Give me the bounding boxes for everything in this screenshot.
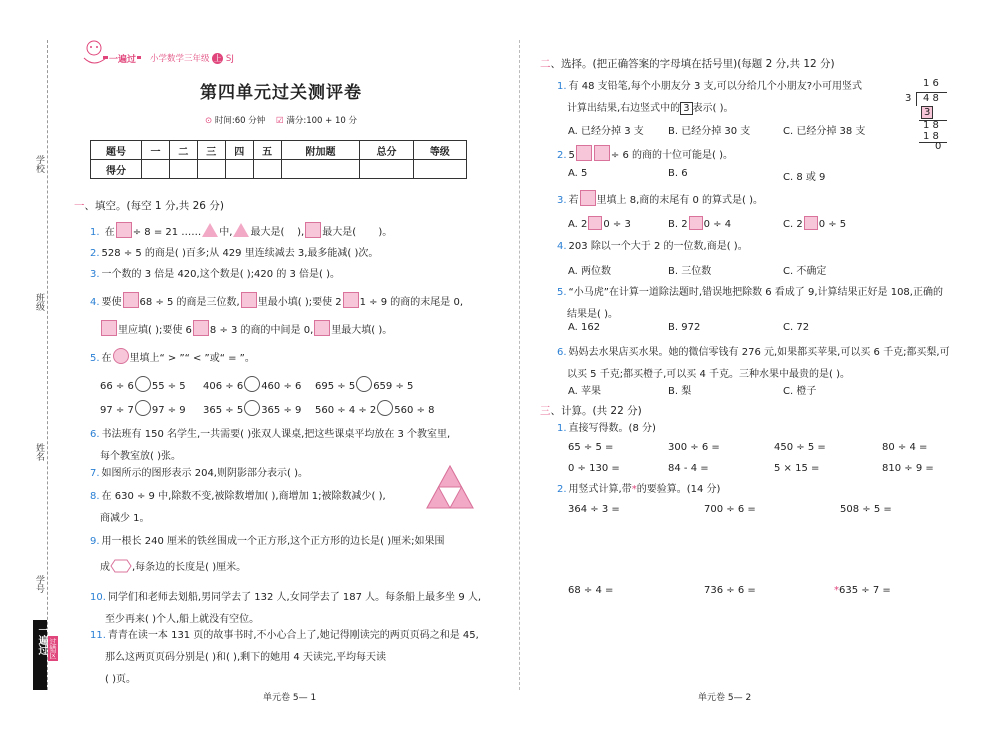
option-2-3-c[interactable] — [783, 216, 846, 230]
question-text: ( )页。 — [105, 674, 136, 685]
question-text: 若 — [568, 195, 579, 206]
question-text: 那么这两页页码分别是( )和( ),剩下的她用 4 天读完,平均每天读 — [105, 652, 387, 663]
blank-square[interactable] — [305, 222, 321, 238]
blank-triangle[interactable] — [202, 223, 218, 237]
compare-expr: 97 ÷ 7 — [100, 405, 134, 416]
section-2-heading — [540, 56, 835, 71]
question-text: 如图所示的图形表示 204,则阴影部分表示( )。 — [101, 468, 308, 479]
mental-math-item[interactable]: 65 ÷ 5 = — [568, 442, 614, 453]
option-2-3-a[interactable] — [568, 216, 631, 230]
blank-square[interactable] — [241, 292, 257, 308]
question-number: 7. — [90, 468, 100, 479]
blank-circle — [113, 348, 129, 364]
score-input-cell[interactable] — [360, 160, 413, 179]
grade-badge: 上 — [213, 54, 222, 63]
exam-time: 时间:60 分钟 — [214, 116, 266, 126]
division-line-2 — [919, 142, 947, 143]
question-text: 商减少 1。 — [100, 513, 150, 524]
compare-expr: 97 ÷ 9 — [151, 405, 186, 416]
mental-math-item[interactable]: 810 ÷ 9 = — [882, 463, 934, 474]
compare-circle[interactable] — [135, 376, 151, 392]
option-2-2-b[interactable]: B. 6 — [668, 168, 688, 179]
question-text: 在 — [101, 353, 112, 364]
question-2-1 — [557, 76, 862, 120]
mental-math-item[interactable]: 84 - 4 = — [668, 463, 709, 474]
option-2-2-a[interactable]: A. 5 — [568, 168, 588, 179]
question-text: 要使 — [101, 297, 122, 308]
question-text: 书法班有 150 名学生,一共需要( )张双人课桌,把这些课桌平均放在 3 个教室里, — [101, 429, 451, 440]
score-input-cell[interactable] — [253, 160, 281, 179]
question-number: 3. — [90, 269, 100, 280]
section-2-title: 、选择。(把正确答案的字母填在括号里)(每题 2 分,共 12 分) — [550, 58, 835, 70]
question-text: 5 — [568, 150, 575, 161]
section-3-number: 三 — [540, 405, 551, 417]
question-text: 以买 5 千克;都买橙子,可以买 4 千克。三种水果中最贵的是( )。 — [567, 369, 850, 380]
compare-circle[interactable] — [244, 376, 260, 392]
question-number: 1. — [557, 423, 567, 434]
question-text: 计算出结果,右边竖式中的 — [567, 103, 681, 114]
question-number: 1. — [557, 81, 567, 92]
division-step-2b: 1 8 — [923, 131, 939, 142]
written-calc-item[interactable]: 68 ÷ 4 = — [568, 585, 614, 596]
option-text: 0 ÷ 5 — [818, 219, 847, 230]
compare-expr: 66 ÷ 6 — [100, 381, 134, 392]
compare-expr: 365 ÷ 5 — [203, 405, 244, 416]
side-badge: 过错区 — [49, 638, 57, 659]
question-text: 结果是( )。 — [567, 309, 618, 320]
question-1-3 — [90, 268, 340, 282]
question-1-4-line2 — [100, 320, 392, 338]
mental-math-item[interactable]: 450 ÷ 5 = — [774, 442, 826, 453]
star-icon: * — [834, 585, 839, 596]
part-3-1 — [557, 422, 656, 436]
question-text: 直接写得数。(8 分) — [568, 423, 656, 434]
division-bracket-side — [916, 92, 917, 106]
student-id-label: 学号 — [34, 575, 44, 593]
star-icon: * — [631, 484, 637, 495]
question-2-6 — [557, 342, 950, 386]
option-2-5-a[interactable]: A. 162 — [568, 322, 601, 333]
question-1-9 — [90, 529, 445, 581]
table-cell: 二 — [169, 141, 197, 160]
question-number: 6. — [90, 429, 100, 440]
question-text: ÷ 8 = 21 …… — [132, 227, 202, 238]
header-brand: 一遍过 — [108, 52, 137, 65]
boxed-digit: 3 — [680, 102, 692, 115]
question-text: 68 ÷ 5 的商是三位数, — [139, 297, 240, 308]
header-subtitle — [150, 52, 234, 64]
score-table-score-row — [91, 160, 467, 179]
long-division-figure — [905, 78, 955, 150]
compare-expr: 55 ÷ 5 — [151, 381, 186, 392]
division-quotient: 1 6 — [923, 78, 939, 89]
compare-circle[interactable] — [135, 400, 151, 416]
option-2-2-c[interactable]: C. 8 或 9 — [783, 172, 826, 183]
compare-circle[interactable] — [377, 400, 393, 416]
score-input-cell[interactable] — [413, 160, 466, 179]
question-text: 的要验算。(14 分) — [636, 484, 721, 495]
blank-square[interactable] — [116, 222, 132, 238]
calc-text: 635 ÷ 7 = — [839, 585, 891, 596]
question-number: 9. — [90, 536, 100, 547]
blank-square[interactable] — [123, 292, 139, 308]
question-text: 528 ÷ 5 的商是( )百多;从 429 里连续减去 3,最多能减( )次。 — [101, 248, 379, 259]
blank-square — [689, 216, 703, 230]
question-text: 用一根长 240 厘米的铁丝围成一个正方形,这个正方形的边长是( )厘米;如果围 — [101, 536, 445, 547]
question-number: 2. — [90, 248, 100, 259]
blank-square[interactable] — [576, 145, 592, 161]
blank-square[interactable] — [314, 320, 330, 336]
question-text: 妈妈去水果店买水果。她的微信零钱有 276 元,如果都买苹果,可以买 6 千克;都买梨,可 — [568, 347, 950, 358]
compare-expr: 560 ÷ 8 — [394, 405, 435, 416]
compare-expr: 406 ÷ 6 — [203, 381, 244, 392]
option-text: 0 ÷ 3 — [603, 219, 631, 230]
option-2-6-a[interactable]: A. 苹果 — [568, 386, 602, 397]
compare-circle[interactable] — [244, 400, 260, 416]
table-cell: 等级 — [413, 141, 466, 160]
option-text: A. 2 — [568, 219, 588, 230]
blank-square[interactable] — [343, 292, 359, 308]
option-2-5-c[interactable]: C. 72 — [783, 322, 810, 333]
score-input-cell[interactable] — [197, 160, 225, 179]
written-calc-item[interactable]: 700 ÷ 6 = — [704, 504, 756, 515]
question-number: 2. — [557, 484, 567, 495]
question-text: 一个数的 3 倍是 420,这个数是( );420 的 3 倍是( )。 — [101, 269, 341, 280]
blank-square[interactable] — [193, 320, 209, 336]
question-number: 11. — [90, 630, 106, 641]
mental-math-item[interactable]: 5 × 15 = — [774, 463, 820, 474]
table-cell: 总分 — [360, 141, 413, 160]
name-label: 姓名 — [34, 443, 44, 461]
written-calc-item-verify[interactable] — [834, 585, 891, 596]
table-cell: 三 — [197, 141, 225, 160]
page-footer-left: 单元卷 5— 1 — [263, 693, 317, 703]
question-text: ,每条边的长度是( )厘米。 — [132, 562, 247, 573]
question-text: ), — [297, 227, 305, 238]
blank-square — [588, 216, 602, 230]
question-text: 里填上“ > ”“ < ”或“ = ”。 — [129, 353, 255, 364]
question-text: “小马虎”在计算一道除法题时,错误地把除数 6 看成了 9,计算结果正好是 108,正确的 — [568, 287, 943, 298]
question-1-8 — [90, 486, 386, 530]
hexagon-icon — [110, 559, 132, 573]
mental-math-item[interactable]: 0 ÷ 130 = — [568, 463, 620, 474]
division-divisor: 3 — [905, 93, 912, 104]
division-dividend: 4 8 — [923, 93, 939, 104]
option-text: C. 2 — [783, 219, 803, 230]
compare-expr: 365 ÷ 9 — [261, 405, 302, 416]
question-text: 每个教室放( )张。 — [100, 451, 181, 462]
question-2-5 — [557, 282, 943, 326]
question-text: 里最大填( )。 — [331, 325, 393, 336]
exam-meta — [205, 114, 357, 126]
question-number: 2. — [557, 150, 567, 161]
compare-expr: 659 ÷ 5 — [373, 381, 414, 392]
question-number: 5. — [90, 353, 100, 364]
score-input-cell[interactable] — [169, 160, 197, 179]
blank-square — [804, 216, 818, 230]
question-text: ÷ 6 的商的十位可能是( )。 — [610, 150, 734, 161]
question-1-11 — [90, 625, 479, 691]
clock-icon: ⊙ — [205, 116, 213, 126]
edition: SJ — [225, 54, 234, 64]
score-input-cell[interactable] — [142, 160, 170, 179]
question-text: 里应填( );要使 6 — [118, 325, 192, 336]
question-text: 最大是( — [250, 227, 285, 238]
question-text: 用竖式计算,带 — [568, 484, 632, 495]
question-text: 8 ÷ 3 的商的中间是 0, — [209, 325, 314, 336]
header-subject: 小学数学三年级 — [150, 54, 210, 64]
option-2-1-c[interactable]: C. 已经分掉 38 支 — [783, 126, 866, 137]
section-1-number: 一 — [74, 200, 85, 212]
option-text: B. 2 — [668, 219, 688, 230]
division-step-2a: 1 8 — [923, 120, 939, 131]
compare-expr: 695 ÷ 5 — [315, 381, 356, 392]
question-text: 1 ÷ 9 的商的末尾是 0, — [359, 297, 463, 308]
question-text: 中, — [219, 227, 233, 238]
question-1-5 — [90, 348, 255, 366]
section-2-number: 二 — [540, 58, 551, 70]
question-number: 8. — [90, 491, 100, 502]
option-2-6-b[interactable]: B. 梨 — [668, 386, 692, 397]
division-step-1: 3 — [921, 106, 933, 119]
binding-line — [47, 40, 48, 690]
option-2-5-b[interactable]: B. 972 — [668, 322, 701, 333]
checkbox-icon: ☑ — [276, 116, 284, 126]
blank-square[interactable] — [580, 190, 596, 206]
question-text: 同学们和老师去划船,男同学去了 132 人,女同学去了 187 人。每条船上最多坐 9 人, — [107, 592, 482, 603]
question-2-3 — [557, 190, 763, 208]
question-number: 6. — [557, 347, 567, 358]
side-brand-text: 一遍过 — [36, 625, 47, 655]
blank-triangle[interactable] — [233, 223, 249, 237]
question-1-6 — [90, 424, 450, 468]
question-text: 表示( )。 — [692, 103, 734, 114]
part-3-2 — [557, 483, 720, 497]
question-2-2 — [557, 145, 733, 163]
mental-math-item[interactable]: 300 ÷ 6 = — [668, 442, 720, 453]
score-input-cell[interactable] — [225, 160, 253, 179]
question-1-4-line1 — [90, 292, 463, 310]
question-text: 青青在读一本 131 页的故事书时,不小心合上了,她记得刚读完的两页页码之和是 45, — [107, 630, 479, 641]
option-2-6-c[interactable]: C. 橙子 — [783, 386, 817, 397]
blank-square[interactable] — [101, 320, 117, 336]
section-1-heading — [74, 198, 224, 213]
option-2-1-a[interactable]: A. 已经分掉 3 支 — [568, 126, 644, 137]
question-text: 有 48 支铅笔,每个小朋友分 3 支,可以分给几个小朋友?小可用竖式 — [568, 81, 863, 92]
option-2-3-b[interactable] — [668, 216, 731, 230]
question-text: 203 除以一个大于 2 的一位数,商是( )。 — [568, 241, 748, 252]
question-text: 在 630 ÷ 9 中,除数不变,被除数增加( ),商增加 1;被除数减少( ), — [101, 491, 386, 502]
question-number: 3. — [557, 195, 567, 206]
question-number: 4. — [557, 241, 567, 252]
score-input-cell[interactable] — [281, 160, 360, 179]
question-1-2 — [90, 247, 378, 261]
option-2-4-a[interactable]: A. 两位数 — [568, 266, 612, 277]
school-label: 学校 — [34, 155, 44, 173]
triangle-figure — [425, 464, 475, 510]
compare-expr: 560 ÷ 4 ÷ 2 — [315, 405, 377, 416]
question-number: 1. — [90, 227, 100, 238]
table-cell: 四 — [225, 141, 253, 160]
score-table — [90, 140, 467, 179]
page-title: 第四单元过关测评卷 — [200, 83, 362, 103]
option-2-1-b[interactable]: B. 已经分掉 30 支 — [668, 126, 751, 137]
question-1-7 — [90, 467, 308, 481]
written-calc-item[interactable]: 508 ÷ 5 = — [840, 504, 892, 515]
division-remainder: 0 — [935, 141, 942, 152]
question-number: 4. — [90, 297, 100, 308]
written-calc-item[interactable]: 736 ÷ 6 = — [704, 585, 756, 596]
section-3-heading — [540, 403, 642, 418]
question-text: 最大是( — [322, 227, 357, 238]
option-text: 0 ÷ 4 — [703, 219, 732, 230]
question-number: 10. — [90, 592, 106, 603]
question-text: 里填上 8,商的末尾有 0 的算式是( )。 — [596, 195, 763, 206]
table-cell: 题号 — [91, 141, 142, 160]
class-label: 班级 — [34, 293, 44, 311]
mental-math-item[interactable]: 80 ÷ 4 = — [882, 442, 928, 453]
question-text: 里最小填( );要使 2 — [257, 297, 342, 308]
section-1-title: 、填空。(每空 1 分,共 26 分) — [84, 200, 224, 212]
question-1-1 — [90, 222, 392, 240]
question-text: 至少再来( )个人,船上就没有空位。 — [105, 614, 260, 625]
table-cell: 一 — [142, 141, 170, 160]
table-cell: 五 — [253, 141, 281, 160]
option-2-4-c[interactable]: C. 不确定 — [783, 266, 827, 277]
question-text: )。 — [378, 227, 393, 238]
page-divider — [519, 40, 520, 690]
score-table-header-row — [91, 141, 467, 160]
section-3-title: 、计算。(共 22 分) — [550, 405, 642, 417]
page-footer-right: 单元卷 5— 2 — [698, 693, 752, 703]
compare-expr: 460 ÷ 6 — [261, 381, 302, 392]
question-text: 成 — [100, 562, 110, 573]
table-cell: 附加题 — [281, 141, 360, 160]
exam-total-score: 满分:100 + 10 分 — [286, 116, 357, 126]
written-calc-item[interactable]: 364 ÷ 3 = — [568, 504, 620, 515]
table-cell: 得分 — [91, 160, 142, 179]
blank-square[interactable] — [594, 145, 610, 161]
question-2-4 — [557, 240, 748, 254]
option-2-4-b[interactable]: B. 三位数 — [668, 266, 712, 277]
compare-circle[interactable] — [356, 376, 372, 392]
question-text: 在 — [104, 227, 115, 238]
question-number: 5. — [557, 287, 567, 298]
